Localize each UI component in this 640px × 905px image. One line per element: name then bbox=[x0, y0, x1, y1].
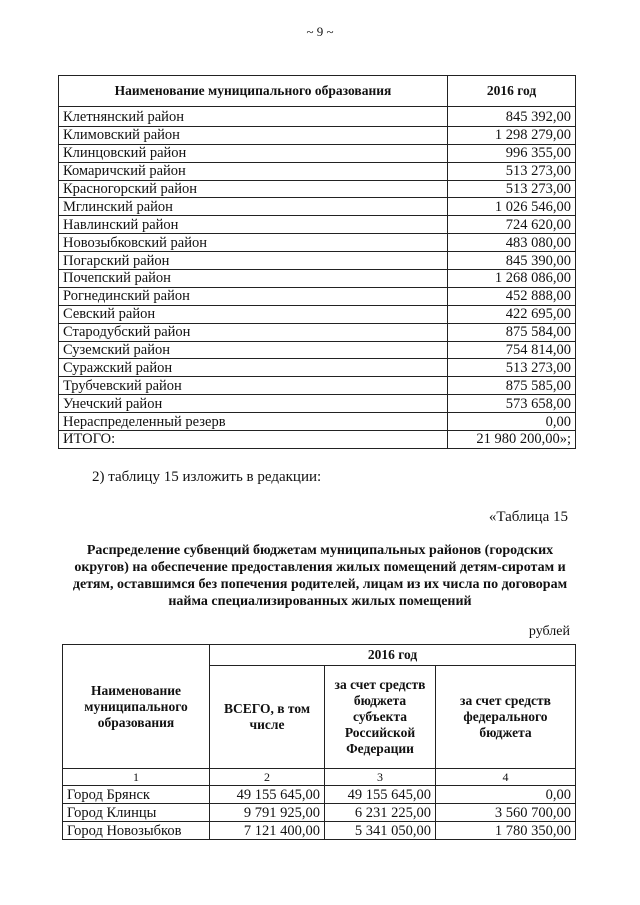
column-header-year: 2016 год bbox=[448, 76, 576, 107]
row-value: 724 620,00 bbox=[448, 216, 576, 234]
row-name: Навлинский район bbox=[59, 216, 448, 234]
row-federal: 1 780 350,00 bbox=[436, 822, 576, 840]
row-name: Унечский район bbox=[59, 395, 448, 413]
row-name: Суражский район bbox=[59, 359, 448, 377]
table-row bbox=[59, 287, 576, 305]
table-row bbox=[63, 822, 576, 840]
table-row bbox=[59, 162, 576, 180]
table-row bbox=[59, 198, 576, 216]
row-value: 483 080,00 bbox=[448, 234, 576, 252]
row-name: Почепский район bbox=[59, 270, 448, 288]
row-value: 513 273,00 bbox=[448, 359, 576, 377]
table-row bbox=[59, 341, 576, 359]
unit-label: рублей bbox=[528, 624, 570, 639]
table-row bbox=[59, 252, 576, 270]
row-value: 845 390,00 bbox=[448, 252, 576, 270]
row-value: 513 273,00 bbox=[448, 162, 576, 180]
column-header-name: Наименование муниципального образования bbox=[59, 76, 448, 107]
column-number: 4 bbox=[436, 769, 576, 786]
table-row bbox=[59, 359, 576, 377]
row-value: 1 298 279,00 bbox=[448, 126, 576, 144]
column-number: 1 bbox=[63, 769, 210, 786]
row-name: Суземский район bbox=[59, 341, 448, 359]
column-number-row bbox=[63, 769, 576, 786]
row-total: 9 791 925,00 bbox=[210, 804, 325, 822]
row-name: Клинцовский район bbox=[59, 144, 448, 162]
row-value: 1 268 086,00 bbox=[448, 270, 576, 288]
row-name: Мглинский район bbox=[59, 198, 448, 216]
row-total: 7 121 400,00 bbox=[210, 822, 325, 840]
row-name: Комаричский район bbox=[59, 162, 448, 180]
row-name: Город Брянск bbox=[63, 786, 210, 804]
table-row bbox=[59, 216, 576, 234]
row-name: Красногорский район bbox=[59, 180, 448, 198]
row-name: Клетнянский район bbox=[59, 107, 448, 127]
row-value: 0,00 bbox=[448, 413, 576, 431]
table-row bbox=[59, 234, 576, 252]
table-row bbox=[59, 305, 576, 323]
page-number: ~ 9 ~ bbox=[306, 24, 334, 39]
table-row bbox=[59, 144, 576, 162]
row-name: Стародубский район bbox=[59, 323, 448, 341]
column-header-federal: за счет средств федерального бюджета bbox=[436, 666, 576, 769]
section-title: Распределение субвенций бюджетам муниципальных районов (городских округов) на обеспечение предоставления жилых помещений детям-сиротам и детям, оставшимся без попечения родителей, лицам из их числа по договорам найма специализированных жилых помещений bbox=[72, 543, 568, 609]
total-row bbox=[59, 431, 576, 449]
table-row bbox=[59, 180, 576, 198]
column-header-year: 2016 год bbox=[210, 645, 576, 666]
row-regional: 6 231 225,00 bbox=[325, 804, 436, 822]
table-row bbox=[59, 323, 576, 341]
table-header-row bbox=[59, 76, 576, 107]
column-header-name: Наименование муниципального образования bbox=[63, 645, 210, 769]
row-value: 875 585,00 bbox=[448, 377, 576, 395]
table-row bbox=[59, 395, 576, 413]
row-name: Новозыбковский район bbox=[59, 234, 448, 252]
row-value: 845 392,00 bbox=[448, 107, 576, 127]
row-federal: 3 560 700,00 bbox=[436, 804, 576, 822]
table-row bbox=[63, 804, 576, 822]
row-value: 1 026 546,00 bbox=[448, 198, 576, 216]
amendment-paragraph: 2) таблицу 15 изложить в редакции: bbox=[92, 469, 322, 485]
row-name: Погарский район bbox=[59, 252, 448, 270]
row-name: ИТОГО: bbox=[59, 431, 448, 449]
table-row bbox=[59, 107, 576, 127]
row-name: Трубчевский район bbox=[59, 377, 448, 395]
column-number: 2 bbox=[210, 769, 325, 786]
row-value: 573 658,00 bbox=[448, 395, 576, 413]
row-value: 422 695,00 bbox=[448, 305, 576, 323]
row-name: Рогнединский район bbox=[59, 287, 448, 305]
district-allocation-table bbox=[58, 75, 576, 449]
row-name: Севский район bbox=[59, 305, 448, 323]
row-name: Климовский район bbox=[59, 126, 448, 144]
row-name: Город Новозыбков bbox=[63, 822, 210, 840]
row-value: 21 980 200,00»; bbox=[448, 431, 576, 449]
row-value: 754 814,00 bbox=[448, 341, 576, 359]
row-total: 49 155 645,00 bbox=[210, 786, 325, 804]
column-header-total: ВСЕГО, в том числе bbox=[210, 666, 325, 769]
table-row bbox=[59, 126, 576, 144]
column-number: 3 bbox=[325, 769, 436, 786]
table-header-row bbox=[63, 645, 576, 666]
table-row bbox=[59, 270, 576, 288]
table-row bbox=[59, 377, 576, 395]
row-name: Нераспределенный резерв bbox=[59, 413, 448, 431]
table-label: «Таблица 15 bbox=[488, 509, 568, 525]
row-value: 452 888,00 bbox=[448, 287, 576, 305]
row-regional: 5 341 050,00 bbox=[325, 822, 436, 840]
row-value: 996 355,00 bbox=[448, 144, 576, 162]
column-header-regional: за счет средств бюджета субъекта Российской Федерации bbox=[325, 666, 436, 769]
table-row bbox=[59, 413, 576, 431]
row-value: 875 584,00 bbox=[448, 323, 576, 341]
row-value: 513 273,00 bbox=[448, 180, 576, 198]
row-regional: 49 155 645,00 bbox=[325, 786, 436, 804]
row-federal: 0,00 bbox=[436, 786, 576, 804]
subvention-distribution-table bbox=[62, 644, 576, 840]
row-name: Город Клинцы bbox=[63, 804, 210, 822]
table-row bbox=[63, 786, 576, 804]
